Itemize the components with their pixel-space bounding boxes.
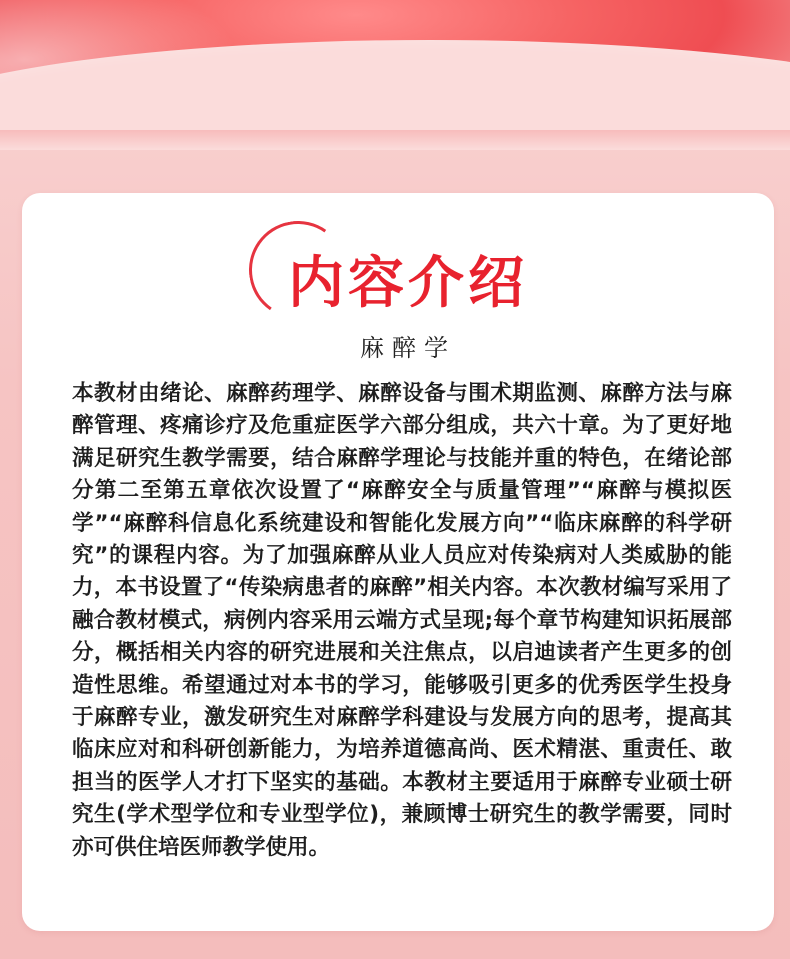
top-banner xyxy=(0,0,790,150)
book-title: 麻醉学 xyxy=(360,334,456,362)
banner-shade xyxy=(0,130,790,150)
description-text: 本教材由绪论、麻醉药理学、麻醉设备与围术期监测、麻醉方法与麻醉管理、疼痛诊疗及危重症医学六部分组成，共六十章。为了更好地满足研究生教学需要，结合麻醉学理论与技能并重的特色，在绪论部分第二至第五章依次设置了“麻醉安全与质量管理”“麻醉与模拟医学”“麻醉科信息化系统建设和智能化发展方向”“临床麻醉的科学研究”的课程内容。为了加强麻醉从业人员应对传染病对人类威胁的能力，本书设置了“传染病患者的麻醉”相关内容。本次教材编写采用了融合教材模式，病例内容采用云端方式呈现;每个章节构建知识拓展部分，概括相关内容的研究进展和关注焦点，以启迪读者产生更多的创造性思维。希望通过对本书的学习，能够吸引更多的优秀医学生投身于麻醉专业，激发研究生对麻醉学科建设与发展方向的思考，提高其临床应对和科研创新能力，为培养道德高尚、医术精湛、重责任、敢担当的医学人才打下坚实的基础。本教材主要适用于麻醉专业硕士研究生(学术型学位和专业型学位)，兼顾博士研究生的教学需要，同时亦可供住培医师教学使用。 xyxy=(72,381,732,860)
content-card xyxy=(22,193,774,931)
heading-block xyxy=(22,221,774,316)
section-title: 内容介绍 xyxy=(288,251,528,316)
